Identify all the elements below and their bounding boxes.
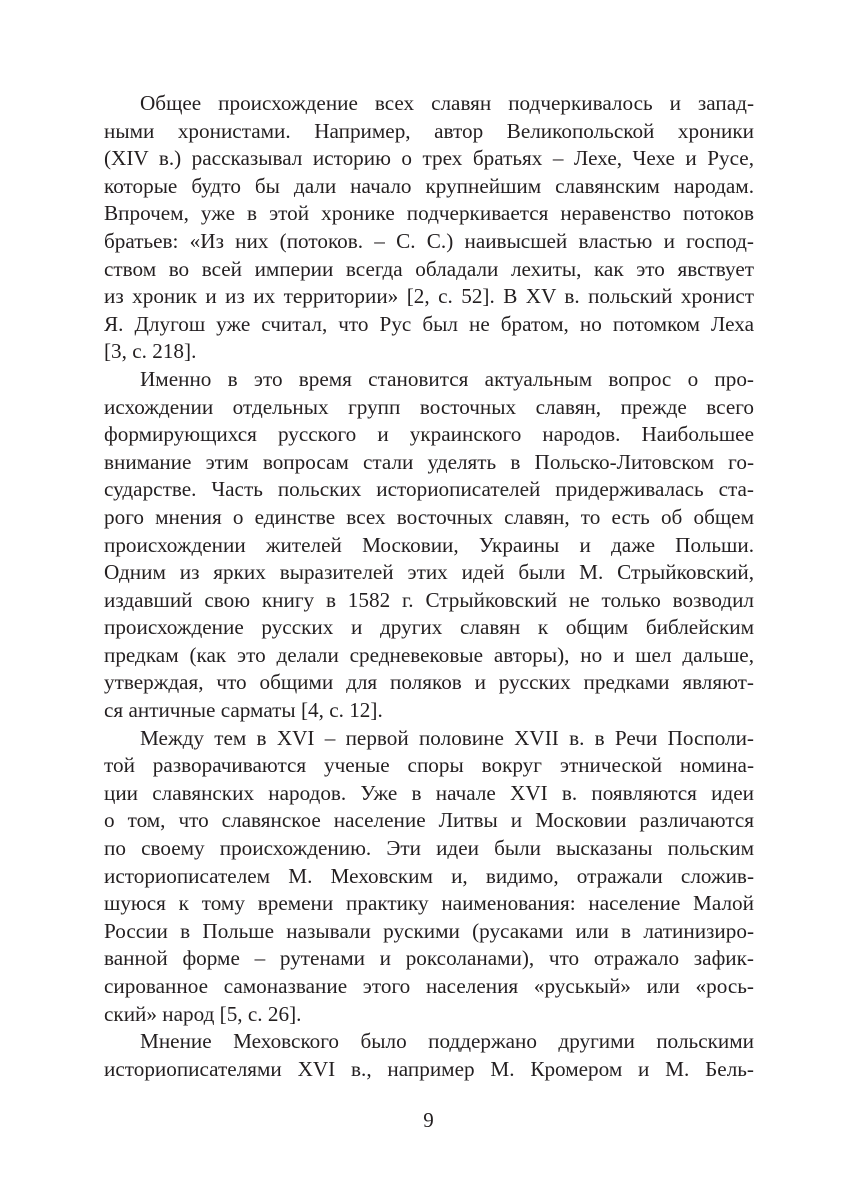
paragraph	[104, 1028, 754, 1083]
text-line: Впрочем, уже в этой хронике подчеркивается неравенство потоков	[104, 201, 754, 226]
text-line: ся античные сарматы [4, с. 12].	[104, 698, 383, 723]
text-line: Одним из ярких выразителей этих идей были М. Стрыйковский,	[104, 560, 754, 585]
text-line: исхождении отдельных групп восточных славян, прежде всего	[104, 394, 754, 419]
paragraph	[104, 725, 754, 1029]
text-line: ванной форме – рутенами и роксоланами), что отражало зафик-	[104, 946, 754, 971]
text-line: ными хронистами. Например, автор Великопольской хроники	[104, 118, 754, 143]
text-line: ский» народ [5, с. 26].	[104, 1001, 302, 1026]
page-number: 9	[423, 1108, 434, 1132]
text-line: братьев: «Из них (потоков. – С. С.) наивысшей властью и господ-	[104, 228, 754, 253]
text-line: Между тем в XVI – первой половине XVII в. в Речи Посполи-	[140, 725, 754, 750]
text-line: происхождении жителей Московии, Украины и даже Польши.	[104, 532, 754, 557]
text-line: Общее происхождение всех славян подчеркивалось и запад-	[140, 91, 754, 115]
text-line: происхождение русских и других славян к общим библейским	[104, 615, 754, 640]
paragraph	[104, 366, 754, 725]
text-line: ции славянских народов. Уже в начале XVI в. появляются идеи	[104, 780, 754, 805]
text-line: шуюся к тому времени практику наименования: население Малой	[104, 891, 754, 916]
text-line: Мнение Меховского было поддержано другими польскими	[140, 1029, 754, 1054]
text-line: предкам (как это делали средневековые авторы), но и шел дальше,	[104, 642, 754, 667]
text-line: издавший свою книгу в 1582 г. Стрыйковский не только возводил	[104, 587, 754, 612]
text-line: по своему происхождению. Эти идеи были высказаны польским	[104, 836, 754, 861]
text-line: сированное самоназвание этого населения «руськый» или «рось-	[104, 974, 754, 998]
text-line: той разворачиваются ученые споры вокруг этнической номина-	[104, 753, 754, 778]
text-line: рого мнения о единстве всех восточных славян, то есть об общем	[104, 504, 754, 529]
text-line: внимание этим вопросам стали уделять в Польско-Литовском го-	[104, 449, 754, 474]
paragraph	[104, 90, 754, 366]
text-line: Я. Длугош уже считал, что Рус был не братом, но потомком Леха	[104, 311, 754, 336]
text-line: историописателями XVI в., например М. Кромером и М. Бель-	[104, 1056, 754, 1081]
text-line: утверждая, что общими для поляков и русских предками являют-	[104, 670, 754, 695]
body-text	[104, 90, 754, 1083]
text-line: (XIV в.) рассказывал историю о трех братьях – Лехе, Чехе и Русе,	[104, 146, 754, 171]
text-line: историописателем М. Меховским и, видимо, отражали сложив-	[104, 863, 754, 888]
text-line: которые будто бы дали начало крупнейшим славянским народам.	[104, 173, 754, 198]
text-line: формирующихся русского и украинского народов. Наибольшее	[104, 422, 754, 447]
text-line: [3, с. 218].	[104, 339, 197, 364]
text-line: России в Польше называли рускими (русаками или в латинизиро-	[104, 918, 754, 943]
text-line: Именно в это время становится актуальным вопрос о про-	[140, 366, 754, 391]
text-line: о том, что славянское население Литвы и Московии различаются	[104, 808, 754, 833]
text-line: из хроник и из их территории» [2, с. 52]. В XV в. польский хронист	[104, 284, 754, 309]
text-line: ством во всей империи всегда обладали лехиты, как это явствует	[104, 256, 754, 281]
text-line: сударстве. Часть польских историописателей придерживалась ста-	[104, 477, 754, 502]
